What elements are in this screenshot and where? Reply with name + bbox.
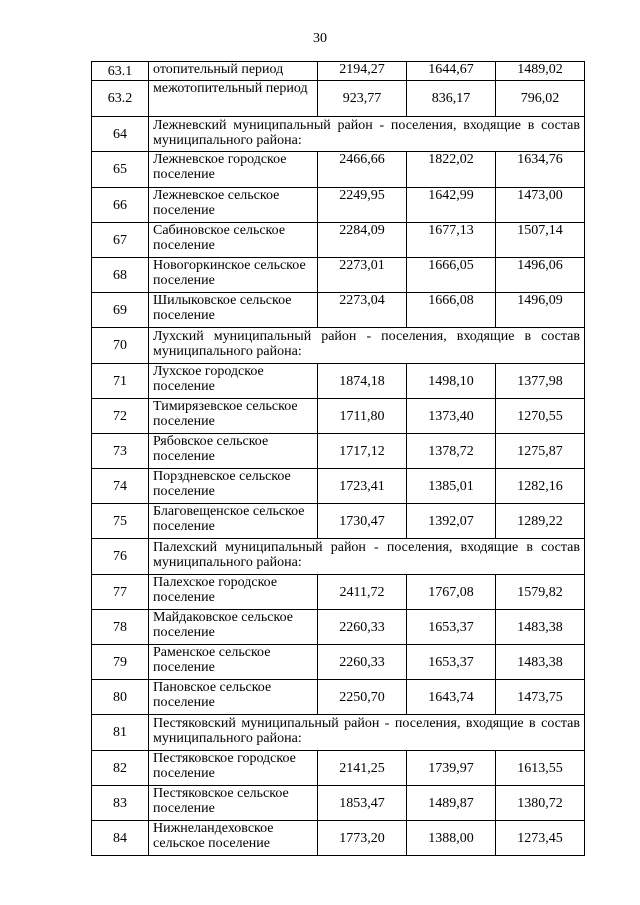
table-row [92,575,585,610]
value-v2: 1739,97 [407,751,496,786]
value-v2: 1653,37 [407,610,496,645]
row-number: 63.1 [92,62,149,81]
tariff-table [91,61,585,856]
value-v1: 1711,80 [318,399,407,434]
table-row [92,188,585,223]
value-v1: 2250,70 [318,680,407,715]
table-row [92,81,585,117]
value-v3: 1473,00 [496,188,585,223]
value-v3: 1377,98 [496,364,585,399]
value-v2: 1378,72 [407,434,496,469]
section-row [92,117,585,152]
row-number: 74 [92,469,149,504]
value-v3: 1289,22 [496,504,585,539]
value-v3: 1483,38 [496,645,585,680]
settlement-name: отопительный период [149,62,318,81]
row-number: 75 [92,504,149,539]
settlement-name: Лухское городское поселение [149,364,318,399]
row-number: 81 [92,715,149,751]
value-v2: 1373,40 [407,399,496,434]
value-v1: 1853,47 [318,786,407,821]
table-body [92,62,585,856]
row-number: 84 [92,821,149,856]
settlement-name: Пановское сельское поселение [149,680,318,715]
row-number: 73 [92,434,149,469]
value-v3: 1579,82 [496,575,585,610]
section-row [92,328,585,364]
value-v1: 2260,33 [318,645,407,680]
table-row [92,434,585,469]
value-v1: 2260,33 [318,610,407,645]
row-number: 63.2 [92,81,149,117]
row-number: 77 [92,575,149,610]
settlement-name: Нижнеландеховское сельское поселение [149,821,318,856]
row-number: 65 [92,152,149,188]
value-v3: 796,02 [496,81,585,117]
value-v1: 2273,01 [318,258,407,293]
value-v1: 2411,72 [318,575,407,610]
settlement-name: Пестяковское городское поселение [149,751,318,786]
settlement-name: Палехское городское поселение [149,575,318,610]
settlement-name: Майдаковское сельское поселение [149,610,318,645]
table-row [92,364,585,399]
row-number: 71 [92,364,149,399]
row-number: 70 [92,328,149,364]
value-v3: 1634,76 [496,152,585,188]
table-row [92,469,585,504]
settlement-name: Лежневское сельское поселение [149,188,318,223]
value-v2: 1767,08 [407,575,496,610]
value-v2: 1643,74 [407,680,496,715]
row-number: 67 [92,223,149,258]
value-v2: 1498,10 [407,364,496,399]
section-title: Лежневский муниципальный район - поселения, входящие в состав муниципального района: [149,117,585,152]
row-number: 69 [92,293,149,328]
row-number: 76 [92,539,149,575]
table-row [92,62,585,81]
value-v1: 2284,09 [318,223,407,258]
section-row [92,715,585,751]
value-v1: 1717,12 [318,434,407,469]
row-number: 64 [92,117,149,152]
value-v2: 1666,08 [407,293,496,328]
value-v3: 1380,72 [496,786,585,821]
section-title: Лухский муниципальный район - поселения, входящие в состав муниципального района: [149,328,585,364]
settlement-name: Раменское сельское поселение [149,645,318,680]
section-title: Палехский муниципальный район - поселения, входящие в состав муниципального района: [149,539,585,575]
value-v3: 1483,38 [496,610,585,645]
row-number: 78 [92,610,149,645]
table-row [92,610,585,645]
table-row [92,751,585,786]
settlement-name: межотопительный период [149,81,318,117]
value-v2: 1392,07 [407,504,496,539]
value-v3: 1489,02 [496,62,585,81]
value-v1: 923,77 [318,81,407,117]
row-number: 83 [92,786,149,821]
section-title: Пестяковский муниципальный район - поселения, входящие в состав муниципального района: [149,715,585,751]
row-number: 82 [92,751,149,786]
value-v1: 1773,20 [318,821,407,856]
settlement-name: Порздневское сельское поселение [149,469,318,504]
value-v2: 1677,13 [407,223,496,258]
value-v2: 1385,01 [407,469,496,504]
table-row [92,645,585,680]
row-number: 72 [92,399,149,434]
value-v1: 2194,27 [318,62,407,81]
value-v1: 2249,95 [318,188,407,223]
settlement-name: Пестяковское сельское поселение [149,786,318,821]
value-v3: 1275,87 [496,434,585,469]
settlement-name: Лежневское городское поселение [149,152,318,188]
table-row [92,293,585,328]
value-v1: 1723,41 [318,469,407,504]
settlement-name: Рябовское сельское поселение [149,434,318,469]
value-v1: 2466,66 [318,152,407,188]
value-v3: 1507,14 [496,223,585,258]
value-v2: 1666,05 [407,258,496,293]
row-number: 68 [92,258,149,293]
settlement-name: Тимирязевское сельское поселение [149,399,318,434]
table-row [92,821,585,856]
value-v3: 1473,75 [496,680,585,715]
value-v3: 1270,55 [496,399,585,434]
row-number: 80 [92,680,149,715]
table-row [92,223,585,258]
value-v2: 1388,00 [407,821,496,856]
table-row [92,504,585,539]
settlement-name: Сабиновское сельское поселение [149,223,318,258]
value-v2: 836,17 [407,81,496,117]
value-v2: 1822,02 [407,152,496,188]
value-v2: 1489,87 [407,786,496,821]
value-v3: 1496,09 [496,293,585,328]
settlement-name: Шилыковское сельское поселение [149,293,318,328]
value-v3: 1282,16 [496,469,585,504]
value-v2: 1653,37 [407,645,496,680]
table-row [92,786,585,821]
table-row [92,680,585,715]
table-row [92,399,585,434]
table-row [92,258,585,293]
table-row [92,152,585,188]
value-v1: 2273,04 [318,293,407,328]
value-v2: 1644,67 [407,62,496,81]
section-row [92,539,585,575]
value-v1: 1730,47 [318,504,407,539]
page-number: 30 [313,31,327,46]
value-v1: 1874,18 [318,364,407,399]
value-v3: 1273,45 [496,821,585,856]
settlement-name: Новогоркинское сельское поселение [149,258,318,293]
value-v2: 1642,99 [407,188,496,223]
row-number: 66 [92,188,149,223]
value-v1: 2141,25 [318,751,407,786]
row-number: 79 [92,645,149,680]
value-v3: 1496,06 [496,258,585,293]
settlement-name: Благовещенское сельское поселение [149,504,318,539]
value-v3: 1613,55 [496,751,585,786]
